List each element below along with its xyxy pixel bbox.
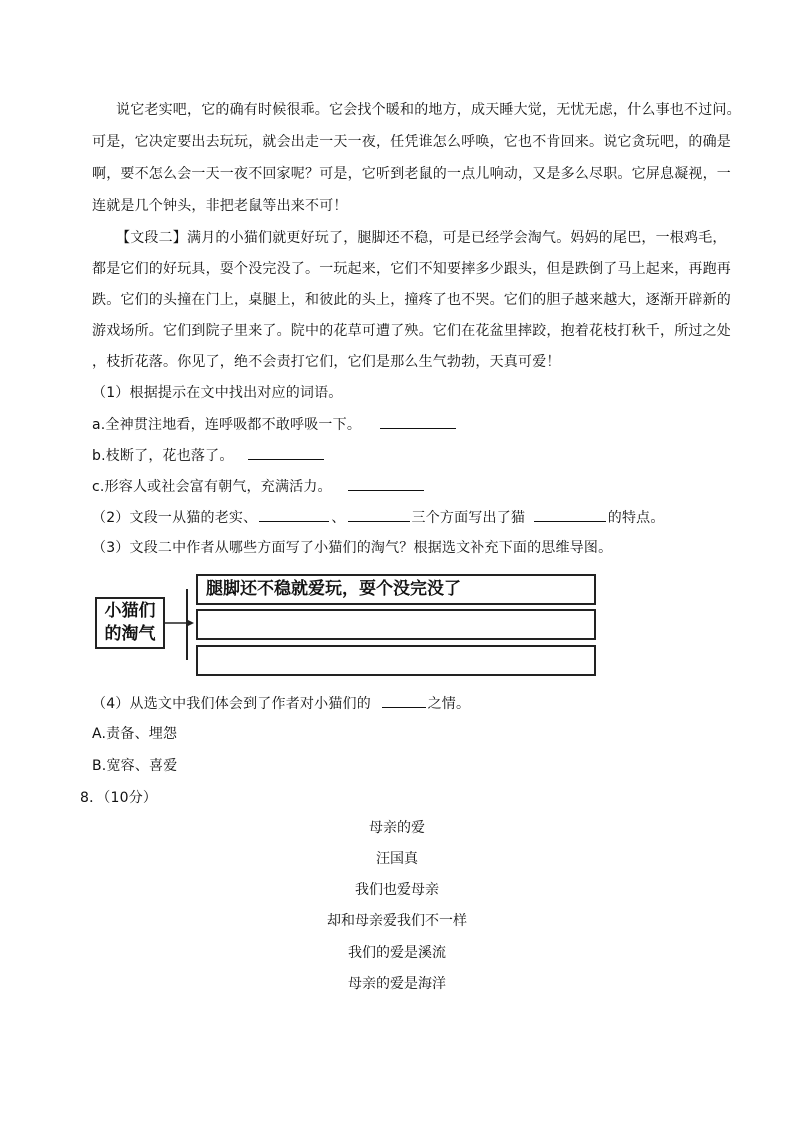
passage2-line: 都是它们的好玩具，耍个没完没了。一玩起来，它们不知要摔多少跟头，但是跌倒了马上起来，再跑再 bbox=[92, 261, 731, 277]
answer-blank-1c[interactable] bbox=[348, 476, 424, 491]
answer-blank-1a[interactable] bbox=[380, 414, 456, 429]
question-1b bbox=[92, 445, 326, 466]
passage1-line: 可是，它决定要出去玩玩，就会出走一天一夜，任凭谁怎么呼唤，它也不肯回来。说它贪玩吧，的确是 bbox=[92, 134, 731, 150]
answer-blank-4[interactable] bbox=[382, 693, 426, 708]
answer-blank-1b[interactable] bbox=[248, 445, 324, 460]
poem-line: 我们也爱母亲 bbox=[355, 882, 439, 898]
passage2-line: 【文段二】满月的小猫们就更好玩了，腿脚还不稳，可是已经学会淘气。妈妈的尾巴，一根鸡毛， bbox=[116, 230, 727, 246]
question-2-text-2: 、 bbox=[331, 510, 346, 526]
poem-line: 我们的爱是溪流 bbox=[348, 945, 446, 961]
passage2-line: ，枝折花落。你见了，绝不会责打它们，它们是那么生气勃勃，天真可爱！ bbox=[92, 354, 561, 370]
mindmap-root-line-2: 的淘气 bbox=[104, 624, 156, 644]
question-1c bbox=[92, 476, 426, 497]
question-1a-text: a.全神贯注地看，连呼吸都不敢呼吸一下。 bbox=[92, 417, 362, 433]
mindmap-box-2-answer[interactable] bbox=[196, 609, 596, 640]
question-4 bbox=[92, 693, 470, 714]
answer-blank-2a[interactable] bbox=[259, 507, 329, 522]
passage1-line: 啊，要不怎么会一天一夜不回家呢？可是，它听到老鼠的一点儿响动，又是多么尽职。它屏息凝视，一 bbox=[92, 166, 731, 182]
question-4-text-2: 之情。 bbox=[427, 696, 471, 712]
question-8-heading: 8．（10分） bbox=[80, 790, 158, 806]
answer-blank-2b[interactable] bbox=[348, 507, 410, 522]
passage2-line: 游戏场所。它们到院子里来了。院中的花草可遭了殃。它们在花盆里摔跤，抱着花枝打秋千，所过之处 bbox=[92, 323, 731, 339]
question-2 bbox=[92, 507, 665, 528]
passage2-line: 跌。它们的头撞在门上，桌腿上，和彼此的头上，撞疼了也不哭。它们的胆子越来越大，逐渐开辟新的 bbox=[92, 292, 731, 308]
question-4-text-1: （4）从选文中我们体会到了作者对小猫们的 bbox=[92, 696, 371, 712]
question-1a bbox=[92, 414, 458, 435]
passage1-line: 说它老实吧，它的确有时候很乖。它会找个暖和的地方，成天睡大觉，无忧无虑，什么事也不过问。 bbox=[116, 102, 741, 118]
option-a[interactable]: A.责备、埋怨 bbox=[92, 726, 178, 742]
passage1-line: 连就是几个钟头，非把老鼠等出来不可！ bbox=[92, 198, 348, 214]
question-1c-text: c.形容人或社会富有朝气，充满活力。 bbox=[92, 479, 332, 495]
mindmap-box-1-text: 腿脚还不稳就爱玩，耍个没完没了 bbox=[206, 579, 461, 599]
question-2-text-4: 的特点。 bbox=[607, 510, 665, 526]
answer-blank-2c[interactable] bbox=[534, 507, 606, 522]
question-3-prompt: （3）文段二中作者从哪些方面写了小猫们的淘气？根据选文补充下面的思维导图。 bbox=[92, 540, 613, 556]
poem-line: 却和母亲爱我们不一样 bbox=[327, 913, 467, 929]
poem-author: 汪国真 bbox=[376, 851, 418, 867]
poem-title: 母亲的爱 bbox=[369, 820, 425, 836]
option-b[interactable]: B.宽容、喜爱 bbox=[92, 758, 178, 774]
mindmap-root bbox=[95, 597, 165, 649]
poem-line: 母亲的爱是海洋 bbox=[348, 976, 446, 992]
mindmap-box-3-answer[interactable] bbox=[196, 645, 596, 676]
question-2-text-3: 三个方面写出了猫 bbox=[411, 510, 526, 526]
question-2-text-1: （2）文段一从猫的老实、 bbox=[92, 510, 258, 526]
mindmap-root-line-1: 小猫们 bbox=[104, 601, 156, 621]
mindmap-box-1 bbox=[196, 574, 596, 605]
question-1-prompt: （1）根据提示在文中找出对应的词语。 bbox=[92, 385, 343, 401]
question-1b-text: b.枝断了，花也落了。 bbox=[92, 448, 234, 464]
